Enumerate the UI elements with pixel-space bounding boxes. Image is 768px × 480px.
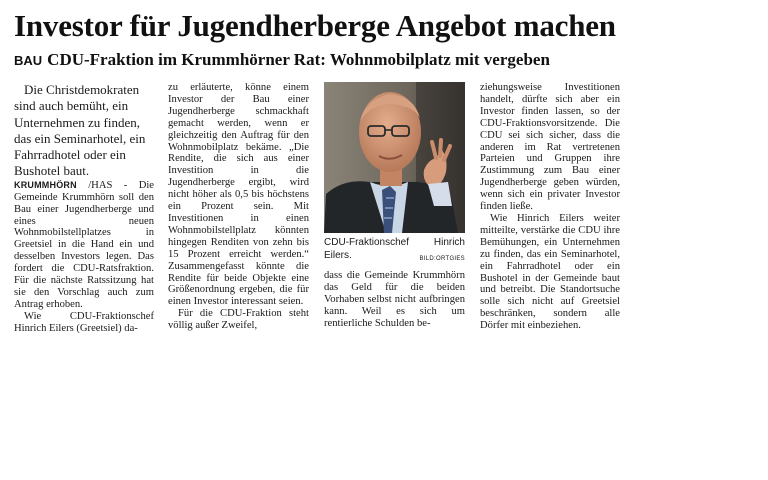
teaser: Die Christdemokraten sind auch bemüht, ein Unternehmen zu finden, das ein Seminarhotel, ein Fahrradhotel oder ein Bushotel baut. (14, 82, 146, 179)
headline: Investor für Jugendherberge Angebot machen (14, 8, 616, 43)
body-paragraph-4: Für die CDU-Fraktion steht völlig außer Zweifel, (168, 308, 309, 332)
section-kicker: BAU (14, 53, 43, 68)
dateline: KRUMMHÖRN (14, 179, 77, 190)
photo-credit: BILD:ORTGIES (419, 255, 465, 262)
body-paragraph-1 (14, 180, 154, 311)
body-paragraph-1-text: /HAS - Die Gemeinde Krummhörn soll den Bau einer Jugendherberge und eines neuen Wohnmobilstellplatzes in Greetsiel in die Hand ein und desselben Investors legen. Das fordert die CDU-Ratsfraktion. Für die nächste Ratssitzung hat sie den Vorschlag auch zum Antrag erhoben. (14, 179, 154, 310)
body-paragraph-2: Wie CDU-Fraktionschef Hinrich Eilers (Greetsiel) da- (14, 310, 154, 334)
column-4 (480, 82, 620, 332)
body-paragraph-7: Wie Hinrich Eilers weiter mitteilte, verstärke die CDU ihre Bemühungen, ein Unternehmen zu finden, das ein Seminarhotel, ein Fahrradhotel oder ein Bushotel in der Gemeinde baut und betreibt. Die Standortsuche solle sich nicht auf Greetsiel beschränken, sondern alle Dörfer mit einbeziehen. (480, 212, 620, 332)
column-2 (168, 82, 309, 332)
body-paragraph-3: zu erläuterte, könne einem Investor der Bau einer Jugendherberge schmackhaft gemacht werden, wenn er gleichzeitig den Auftrag für den Wohnmobilplatz bekäme. „Die Rendite, die sich aus einer Investition in die Jugendherberge ergibt, wird nicht höher als 0,5 bis höchstens ein Prozent sein. Mit Investitionen in einen Wohnmobilstellplatz könnten hingegen Renditen von zehn bis 15 Prozent erreicht werden.“ Zusammengefasst könnte die Rendite für beide Objekte eine Größenordnung ergeben, die für einen Investor interessant seien. (168, 82, 309, 308)
subheadline (14, 50, 550, 70)
column-1 (14, 82, 154, 335)
subheadline-text: CDU-Fraktion im Krummhörner Rat: Wohnmobilplatz mit vergeben (47, 50, 550, 69)
photo-caption (324, 237, 465, 262)
column-3 (324, 82, 465, 330)
body-paragraph-5: dass die Gemeinde Krummhörn das Geld für die beiden Vorhaben selbst nicht aufbringen kann. Weil es sich um rentierliche Schulden be- (324, 270, 465, 329)
portrait-photo (324, 82, 465, 233)
caption-text: CDU-Fraktionschef Hinrich Eilers. (324, 237, 465, 261)
body-paragraph-6: ziehungsweise Investitionen handelt, dürfte sich aber ein Investor finden lassen, so der CDU-Fraktionsvorsitzende. Die CDU sei sich sicher, dass die anderen im Rat vertretenen Parteien und Gruppen ihre Zustimmung zum Bau einer Jugendherberge geben würden, wenn sich ein privater Investor finden ließe. (480, 82, 620, 213)
